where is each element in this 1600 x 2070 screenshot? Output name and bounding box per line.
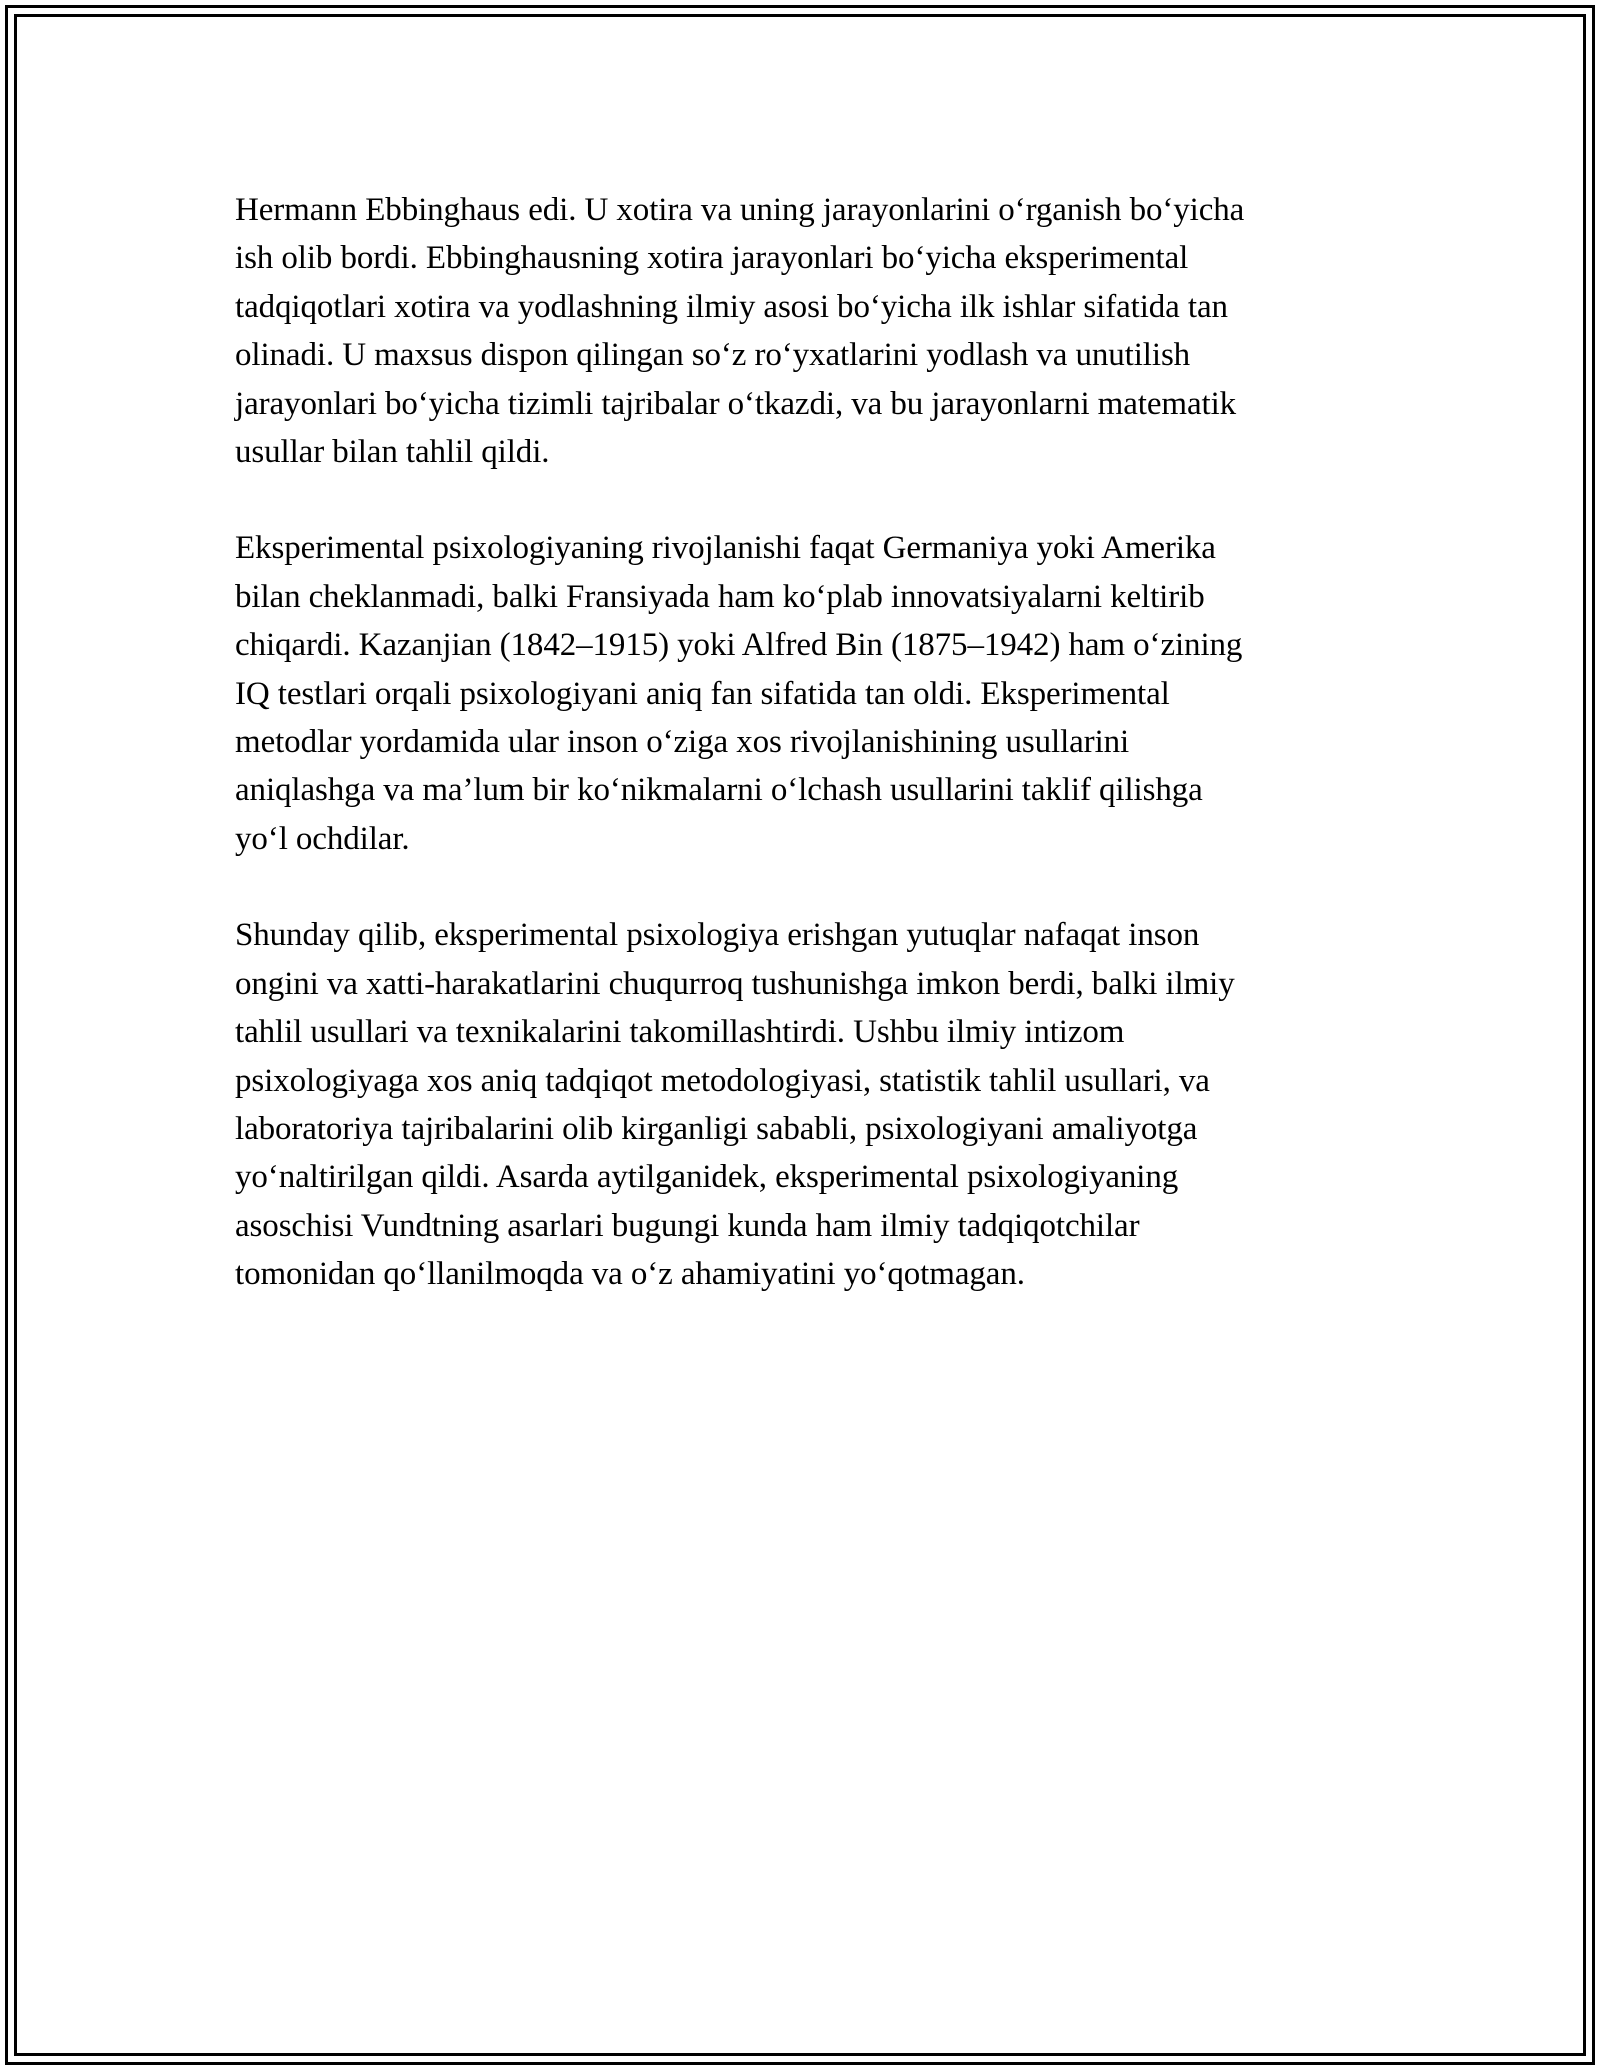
text-line: yo‘l ochdilar. [235,820,410,857]
text-line: bilan cheklanmadi, balki Fransiyada ham ko‘plab innovatsiyalarni keltirib [235,578,1205,615]
text-line: Eksperimental psixologiyaning rivojlanishi faqat Germaniya yoki Amerika [235,530,1216,567]
text-line: olinadi. U maxsus dispon qilingan so‘z ro‘yxatlarini yodlash va unutilish [235,337,1191,374]
text-line: ish olib bordi. Ebbinghausning xotira jarayonlari bo‘yicha eksperimental [235,240,1189,277]
text-line: tadqiqotlari xotira va yodlashning ilmiy asosi bo‘yicha ilk ishlar sifatida tan [235,288,1228,325]
paragraph-ebbinghaus [235,186,1370,476]
text-line: asoschisi Vundtning asarlari bugungi kunda ham ilmiy tadqiqotchilar [235,1207,1140,1244]
paragraph-france-development [235,524,1370,863]
paragraph-conclusion [235,911,1370,1298]
text-line: yo‘naltirilgan qildi. Asarda aytilganidek, eksperimental psixologiyaning [235,1159,1179,1196]
text-line: jarayonlari bo‘yicha tizimli tajribalar o‘tkazdi, va bu jarayonlarni matematik [235,385,1237,422]
text-line: psixologiyaga xos aniq tadqiqot metodologiyasi, statistik tahlil usullari, va [235,1062,1210,1099]
text-line: Hermann Ebbinghaus edi. U xotira va uning jarayonlarini o‘rganish bo‘yicha [235,192,1245,228]
text-line: tahlil usullari va texnikalarini takomillashtirdi. Ushbu ilmiy intizom [235,1014,1125,1051]
text-line: Shunday qilib, eksperimental psixologiya erishgan yutuqlar nafaqat inson [235,917,1200,954]
text-line: ongini va xatti-harakatlarini chuqurroq tushunishga imkon berdi, balki ilmiy [235,965,1235,1002]
document-body [235,186,1370,1347]
text-line: IQ testlari orqali psixologiyani aniq fan sifatida tan oldi. Eksperimental [235,675,1170,712]
text-line: chiqardi. Kazanjian (1842–1915) yoki Alfred Bin (1875–1942) ham o‘zining [235,627,1243,664]
text-line: metodlar yordamida ular inson o‘ziga xos rivojlanishining usullarini [235,724,1130,761]
text-line: tomonidan qo‘llanilmoqda va o‘z ahamiyatini yo‘qotmagan. [235,1256,1025,1293]
text-line: aniqlashga va ma’lum bir ko‘nikmalarni o‘lchash usullarini taklif qilishga [235,772,1203,809]
text-line: laboratoriya tajribalarini olib kirganligi sababli, psixologiyani amaliyotga [235,1110,1198,1147]
text-line: usullar bilan tahlil qildi. [235,434,550,471]
